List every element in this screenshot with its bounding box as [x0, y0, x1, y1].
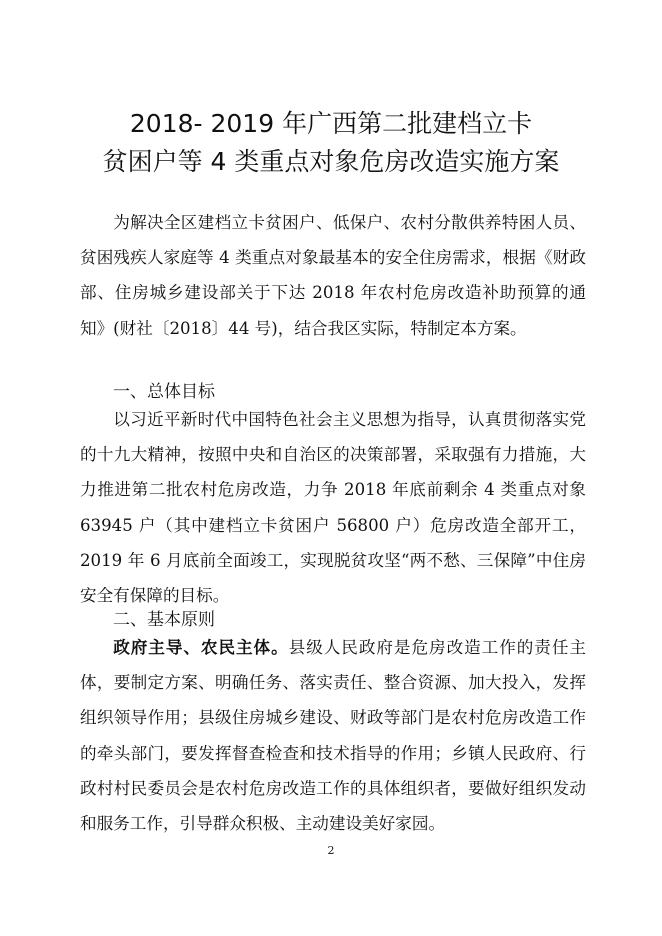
principle-1-text: 县级人民政府是危房改造工作的责任主体，要制定方案、明确任务、落实责任、整合资源、加大投入，发挥组织领导作用；县级住房城乡建设、财政等部门是农村危房改造工作的牵头部门，要发挥督查检查和技术指导的作用；乡镇人民政府、行政村村民委员会是农村危房改造工作的具体组织者，要做好组织发动和服务工作，引导群众积极、主动建设美好家园。 [80, 638, 586, 834]
principle-1-lead: 政府主导、农民主体。 [113, 638, 289, 657]
intro-paragraph: 为解决全区建档立卡贫困户、低保户、农村分散供养特困人员、贫困残疾人家庭等 4 类重点对象最基本的安全住房需求，根据《财政部、住房城乡建设部关于下达 2018 年农村危房改造补助预算的通知》(财社〔2018〕44 号)，结合我区实际，特制定本方案。 [80, 213, 586, 338]
section-1-heading: 一、总体目标 [113, 382, 215, 402]
document-title-line-2: 贫困户等 4 类重点对象危房改造实施方案 [102, 147, 560, 176]
page-number: 2 [327, 844, 335, 857]
section-1-paragraph: 以习近平新时代中国特色社会主义思想为指导，认真贯彻落实党的十九大精神，按照中央和自治区的决策部署，采取强有力措施，大力推进第二批农村危房改造，力争 2018 年底前剩余 4 类重点对象 63945 户（其中建档立卡贫困户 56800 户）危房改造全部开工，2019 年 6 月底前全面竣工，实现脱贫攻坚“两不愁、三保障”中住房安全有保障的目标。 [80, 410, 586, 606]
document-title-line-1: 2018- 2019 年广西第二批建档立卡 [129, 109, 533, 138]
section-2-heading: 二、基本原则 [113, 610, 215, 630]
principle-1-paragraph [80, 630, 586, 841]
